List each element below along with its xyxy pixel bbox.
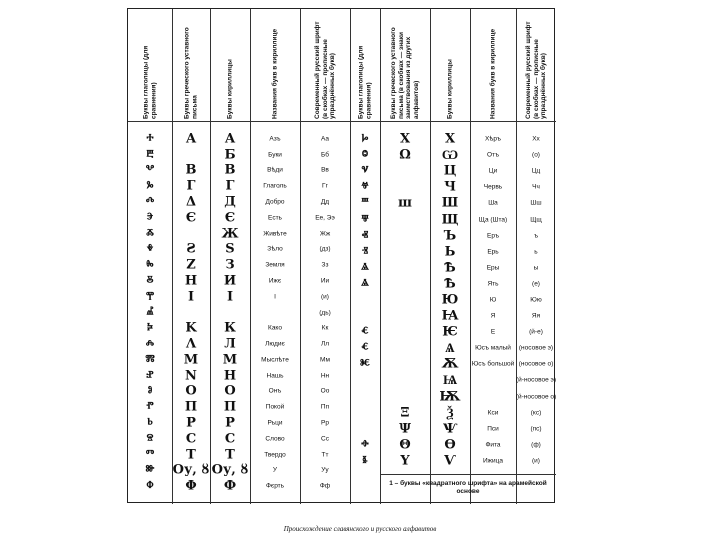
table-cell: (дз)	[319, 245, 331, 253]
column-header	[260, 13, 290, 121]
table-cell: Λ	[185, 336, 197, 352]
table-cell: Глаголь	[263, 182, 287, 190]
column-header	[310, 13, 340, 121]
table-cell: ⰳ	[146, 178, 154, 194]
table-cell: Ѣ	[444, 276, 456, 292]
table-cell: Δ	[185, 194, 197, 210]
table-cell: (носовое о)	[518, 360, 554, 368]
table-cell: ⱔ	[361, 340, 369, 356]
table-cell: ⰲ	[145, 162, 155, 178]
table-cell: Мм	[320, 356, 330, 364]
table-cell: Сс	[321, 435, 329, 443]
column-header	[390, 13, 420, 121]
table-cell: Юсъ большой	[471, 360, 515, 368]
column-header-text: Названия букв в кириллице	[489, 28, 497, 119]
table-cell: Оу, ȣ	[172, 462, 210, 478]
table-cell: Аа	[320, 135, 330, 143]
table-cell: Азъ	[269, 135, 281, 143]
table-cell: Ѧ	[445, 341, 455, 357]
table-cell: ⱎ	[361, 195, 369, 211]
table-cell: ⰶ	[146, 226, 154, 242]
alphabet-table	[127, 8, 555, 503]
table-cell: Р	[225, 415, 235, 431]
table-cell: Ѕ	[225, 241, 235, 257]
table-cell: Φ	[185, 478, 197, 494]
table-cell: Ѵ	[444, 453, 456, 469]
table-cell: ⱚ	[361, 437, 369, 453]
table-cell: Ѥ	[442, 324, 458, 340]
table-cell: З	[225, 257, 235, 273]
table-cell: О	[224, 383, 236, 399]
table-cell: (о)	[532, 151, 540, 159]
table-cell: Ψ	[399, 421, 411, 437]
table-cell: Оо	[320, 387, 330, 395]
table-cell: Я	[490, 312, 496, 320]
table-cell: Юю	[530, 296, 542, 304]
table-cell: Ѯ	[446, 405, 454, 421]
table-cell: С	[185, 431, 197, 447]
table-cell: Вѣди	[267, 166, 283, 174]
table-cell: Юсъ малый	[475, 344, 511, 352]
table-cell: ⱃ	[147, 415, 153, 431]
table-cell: Η	[184, 273, 198, 289]
table-cell: ⱏ	[361, 228, 369, 244]
table-cell: Пси	[487, 425, 499, 433]
table-cell: ⰱ	[146, 147, 154, 163]
table-cell: Чч	[532, 183, 540, 191]
table-cell: Цц	[531, 167, 541, 175]
table-cell: П	[223, 399, 237, 415]
table-cell: Ρ	[186, 415, 196, 431]
table-cell: Ь	[444, 244, 456, 260]
table-cell: Людиє	[265, 340, 285, 348]
table-cell: М	[222, 352, 238, 368]
column-divider	[300, 9, 301, 504]
table-cell: Лл	[320, 340, 330, 348]
table-cell: ⱑ	[361, 260, 369, 276]
column-header-text: Современный русский шрифт (в скобках — прописные упразднённых букв)	[524, 21, 547, 119]
table-cell: Ю	[441, 292, 459, 308]
table-cell: Земля	[265, 261, 285, 269]
column-header-text: Буквы глаголицы (для сравнения)	[142, 45, 157, 119]
table-cell: Є	[185, 210, 197, 226]
table-cell: Ижица	[483, 457, 503, 465]
table-cell: Щ	[441, 212, 459, 228]
table-cell: Покой	[265, 403, 285, 411]
column-header	[135, 13, 165, 121]
table-cell: ⱇ	[146, 478, 154, 494]
table-cell: Χ	[399, 131, 411, 147]
column-divider	[210, 9, 211, 504]
table-cell: Т	[225, 447, 235, 463]
table-cell: Живѣте	[263, 230, 287, 238]
table-cell: С	[224, 431, 236, 447]
column-header-text: Названия букв в кириллице	[271, 28, 279, 119]
table-cell: Ο	[185, 383, 197, 399]
table-cell: Г	[225, 178, 235, 194]
table-cell: Рр	[321, 419, 329, 427]
table-cell: Ѣ	[444, 260, 456, 276]
table-cell: Червь	[483, 183, 503, 191]
table-cell: ⰹ	[145, 289, 155, 305]
table-cell: У	[272, 466, 278, 474]
table-cell: Ѭ	[439, 389, 461, 405]
table-cell: ⰸ	[146, 257, 154, 273]
table-cell: Ee, Ээ	[315, 214, 335, 222]
table-cell: Зз	[321, 261, 329, 269]
table-cell: И	[223, 273, 237, 289]
table-cell: (дь)	[319, 309, 331, 316]
table-cell: ⱐ	[361, 244, 369, 260]
table-cell: Ѱ	[442, 421, 458, 437]
table-cell: Ξ	[400, 405, 410, 421]
table-cell: Како	[268, 324, 282, 332]
table-cell: Υ	[400, 453, 410, 469]
table-cell: ⰽ	[147, 320, 153, 336]
table-cell: Θ	[399, 437, 411, 453]
column-divider	[470, 9, 471, 504]
table-cell: Яя	[531, 312, 541, 320]
table-cell: Еръ	[486, 232, 500, 240]
table-cell: ш	[398, 195, 412, 211]
column-header	[478, 13, 508, 121]
table-cell: ⱅ	[145, 447, 155, 463]
column-header-text: Буквы греческого уставного письма (в скобках — знаки заимствования из других алфавитов)	[390, 27, 420, 119]
table-cell: Ι	[187, 289, 195, 305]
header-divider	[128, 121, 556, 122]
table-cell: Ꙗ	[441, 308, 459, 324]
column-header-text: Буквы глаголицы (для сравнения)	[357, 45, 372, 119]
table-cell: Е	[490, 328, 496, 336]
table-cell: Д	[224, 194, 236, 210]
table-cell: ы	[533, 264, 539, 272]
table-cell: Ν	[185, 368, 197, 384]
table-cell: Зѣло	[267, 245, 283, 253]
table-cell: Онъ	[268, 387, 282, 395]
table-cell: В	[185, 162, 197, 178]
table-cell: ⱘ	[360, 356, 370, 372]
table-cell: ⰷ	[146, 241, 154, 257]
table-cell: К	[224, 320, 236, 336]
column-header-text: Современный русский шрифт (в скобках — прописные упразднённых букв)	[313, 21, 336, 119]
table-cell: Дд	[320, 198, 330, 206]
table-cell: (е)	[532, 280, 540, 288]
table-cell: ⰴ	[145, 194, 155, 210]
table-cell: (носовое э)	[518, 344, 554, 352]
table-cell: ⱛ	[362, 453, 368, 469]
table-cell: Ижє	[268, 277, 282, 285]
table-cell: Μ	[183, 352, 199, 368]
column-header-text: Буквы кириллицы	[226, 59, 234, 119]
table-cell: ⱑ	[361, 276, 369, 292]
table-cell: Ци	[488, 167, 498, 175]
table-cell: ⱄ	[146, 431, 154, 447]
table-cell: Тт	[321, 451, 329, 459]
table-cell: І	[226, 289, 234, 305]
table-cell: Ща (Шта)	[478, 216, 508, 224]
table-cell: Нн	[320, 372, 330, 380]
table-cell: ⱋ	[361, 212, 369, 228]
footnote-divider	[380, 474, 556, 475]
table-cell: Х	[444, 131, 456, 147]
table-cell: Π	[184, 399, 198, 415]
table-cell: Ω	[399, 147, 411, 163]
table-cell: Ж	[221, 226, 239, 242]
column-divider	[250, 9, 251, 504]
column-header	[215, 13, 245, 121]
table-cell: Есть	[268, 214, 282, 222]
table-cell: ъ	[533, 232, 539, 240]
table-cell: Ζ	[186, 257, 196, 273]
table-cell: ь	[534, 248, 538, 256]
table-cell: Б	[224, 147, 236, 163]
table-cell: ⰻ	[146, 273, 154, 289]
table-cell: В	[224, 162, 236, 178]
table-cell: А	[224, 131, 236, 147]
column-divider	[380, 9, 381, 504]
column-header	[350, 13, 380, 121]
table-cell: Ѩ	[442, 373, 458, 389]
table-cell: Ꙅ	[186, 241, 196, 257]
table-cell: Жж	[319, 230, 331, 238]
table-cell: (и)	[321, 293, 329, 301]
table-cell: Еры	[486, 264, 500, 272]
table-cell: Ять	[487, 280, 499, 288]
table-cell: ⱁ	[147, 383, 153, 399]
table-cell: ⱔ	[361, 324, 369, 340]
table-cell: Шш	[530, 199, 542, 207]
column-header	[176, 13, 206, 121]
table-cell: Кси	[487, 409, 499, 417]
column-divider	[516, 9, 517, 504]
footnote: 1 – буквы «квадратного шрифта» на арамейской основе	[389, 480, 547, 495]
table-cell: Вв	[321, 166, 329, 174]
table-cell: Ъ	[443, 228, 457, 244]
table-cell: Г	[186, 178, 196, 194]
table-cell: Ша	[488, 199, 498, 207]
table-cell: Ѡ	[441, 148, 459, 164]
table-cell: Отъ	[486, 151, 500, 159]
column-divider	[172, 9, 173, 504]
table-cell: Ерь	[487, 248, 499, 256]
table-cell: ⱍ	[361, 179, 369, 195]
table-cell: ⰼ	[146, 305, 154, 320]
table-cell: Твердо	[264, 451, 286, 459]
column-header-text: Буквы греческого уставного письма	[183, 27, 198, 119]
table-cell: Ф	[223, 478, 237, 494]
table-cell: Хх	[532, 135, 540, 143]
column-divider	[430, 9, 431, 504]
table-cell: (й-носовое э)	[516, 376, 556, 384]
table-cell: Ии	[320, 277, 330, 285]
table-cell: Α	[185, 131, 197, 147]
table-cell: ⱂ	[146, 399, 154, 415]
table-cell: (ф)	[531, 441, 541, 449]
table-cell: ⱈ	[361, 131, 369, 147]
table-cell: Бб	[321, 151, 329, 159]
table-cell: Є	[224, 210, 236, 226]
table-cell: ⱌ	[361, 163, 369, 179]
table-cell: ⰰ	[146, 131, 154, 147]
table-cell: Нашь	[266, 372, 284, 380]
table-cell: Ѫ	[441, 356, 459, 372]
table-cell: (й-носовое о)	[515, 393, 557, 401]
table-cell: Рьци	[267, 419, 283, 427]
table-cell: Мыслѣте	[261, 356, 289, 364]
column-header-text: Буквы кириллицы	[446, 59, 454, 119]
table-cell: І	[274, 293, 276, 301]
table-cell: Фєрть	[265, 482, 285, 490]
page-caption: Происхождение славянского и русского алфавитов	[283, 525, 437, 533]
column-header	[521, 13, 551, 121]
table-cell: Уу	[321, 466, 329, 474]
table-cell: ⱉ	[361, 147, 369, 163]
table-cell: Пп	[320, 403, 330, 411]
table-cell: (кс)	[530, 409, 542, 417]
table-cell: Кк	[321, 324, 329, 332]
column-header	[435, 13, 465, 121]
table-cell: Ю	[489, 296, 497, 304]
table-cell: Ц	[443, 163, 457, 179]
table-cell: Κ	[185, 320, 197, 336]
table-cell: Добро	[265, 198, 285, 206]
table-cell: ⱀ	[146, 368, 154, 384]
table-cell: Оу, ȣ	[211, 462, 249, 478]
table-cell: Н	[223, 368, 237, 384]
table-cell: (й-е)	[529, 328, 543, 336]
table-cell: ⰿ	[145, 352, 155, 368]
table-cell: Фита	[485, 441, 501, 449]
table-cell: ⰾ	[145, 336, 155, 352]
table-cell: Гг	[322, 182, 328, 190]
table-cell: Л	[224, 336, 236, 352]
table-cell: ⱆ	[145, 462, 155, 478]
table-cell: (пс)	[530, 425, 542, 433]
table-cell: Ч	[444, 179, 456, 195]
table-cell: Τ	[186, 447, 196, 463]
table-cell: Щщ	[530, 216, 542, 224]
table-cell: Буки	[268, 151, 282, 159]
table-cell: Хѣръ	[485, 135, 501, 143]
table-cell: Ш	[441, 195, 459, 211]
table-cell: ⰵ	[146, 210, 154, 226]
table-cell: Фф	[319, 482, 331, 490]
table-cell: Ѳ	[444, 437, 456, 453]
table-cell: Слово	[265, 435, 285, 443]
table-cell: (и)	[532, 457, 540, 465]
